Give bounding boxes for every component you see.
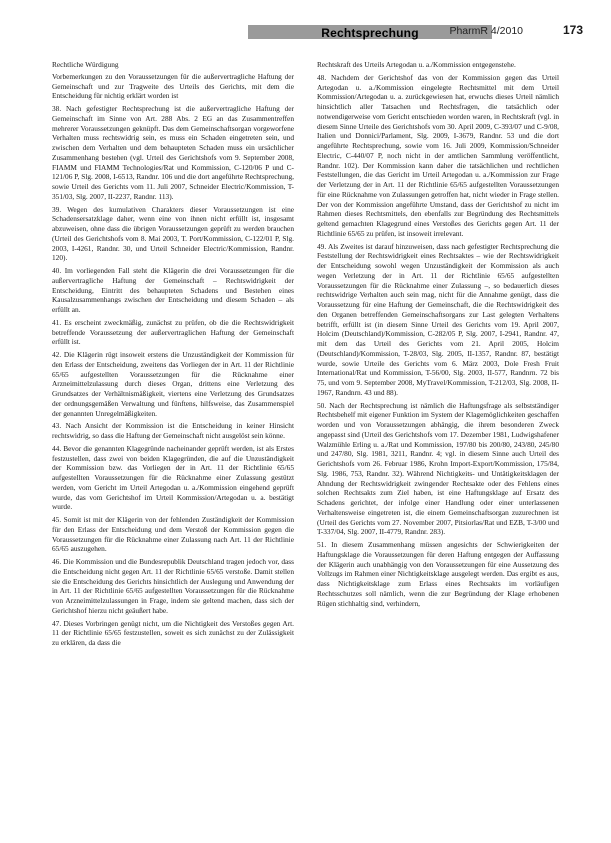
paragraph: 48. Nachdem der Gerichtshof das von der Kommission gegen das Urteil Artegodan u. a./Kommission eingelegte Rechtsmittel mit dem Urteil Kommission/Artegodan u. a. zurückgewiesen hat, erwuchs dieses Urteil nämlich hinsichtlich aller Tatsachen und Rechtsfragen, die tatsächlich oder notwendigerweise vom Gericht entschieden worden waren, in Rechtskraft (vgl. in diesem Sinne Urteile des Gerichtshofs vom 30. April 2009, C-393/07 und C-9/08, Italien und Donnici/Parlament, Slg. 2009, I-3679, Randnr. 53 und die dort angeführte Rechtsprechung, sowie vom 16. Juli 2009, Kommission/Schneider Electric, C-440/07 P, noch nicht in der amtlichen Sammlung veröffentlicht, Randnr. 102). Der Kommission kann daher die tatsächlichen und rechtlichen Feststellungen, die das Gericht im Urteil Artegodan u. a./Kommission zur Frage der Verletzung der in Art. 11 der Richtlinie 65/65 aufgestellten Voraussetzungen für eine Rücknahme von Zulassungen getroffen hat, nicht wieder in Frage stellen. Der von der Kommission angeführte Umstand, dass der Gerichtshof zu nicht im Rahmen dieses Rechtsmittels, den ebenfalls zur Begründung des Rechtsmittels geltend gemachten Klagegrund eines Verstoßes des Gerichts gegen Art. 11 der Richtlinie 65/65 zu prüfen, ist insoweit irrelevant.	[317, 72, 559, 238]
paragraph: 46. Die Kommission und die Bundesrepublik Deutschland tragen jedoch vor, dass die Entscheidung nicht gegen Art. 11 der Richtlinie 65/65 verstoße. Damit stellen sie die Entscheidung des Gerichts hinsichtlich der Auslegung und Anwendung der in Art. 11 der Richtlinie 65/65 aufgestellten Voraussetzungen für die Rücknahme von Arzneimittelzulassungen in Frage, indem sie geltend machen, dass sich der Gerichtshof hierzu nicht geäußert habe.	[52, 557, 294, 615]
paragraph: 43. Nach Ansicht der Kommission ist die Entscheidung in keiner Hinsicht rechtswidrig, so dass die Haftung der Gemeinschaft nicht ausgelöst sein könne.	[52, 421, 294, 440]
page-number: 173	[562, 23, 583, 37]
paragraph: 49. Als Zweites ist darauf hinzuweisen, dass nach gefestigter Rechtsprechung die Feststellung der Rechtswidrigkeit eines Rechtsaktes – wie der Rechtswidrigkeit der Entscheidung sowohl wegen Unzuständigkeit der Kommission als auch wegen Verletzung der in Art. 11 der Richtlinie 65/65 aufgestellten Voraussetzungen für die Rücknahme einer Zulassung –, so bedauerlich dieses rechtswidrige Verhalten auch sein mag, nicht für die Annahme genügt, dass die Voraussetzung für eine Haftung der Gemeinschaft, die die Rechtswidrigkeit des den Organen betreffenden Gemeinschaftsorgans zur Last gelegten Verhaltens betrifft, erfüllt ist (in diesem Sinne Urteil des Gerichts vom 19. April 2007, Holcim (Deutschland)/Kommission, C-282/05 P, Slg. 2007, I-2941, Randnr. 47, mit dem das Urteil des Gerichts vom 21. April 2005, Holcim (Deutschland)/Kommission, T-28/03, Slg. 2005, II-1357, Randnr. 87, bestätigt wurde, sowie Urteile des Gerichts vom 6. März 2003, Dole Fresh Fruit International/Rat und Kommission, T-56/00, Slg. 2003, II-577, Randnrn. 72 bis 75, und vom 9. September 2008, MyTravel/Kommission, T-212/03, Slg. 2008, II-1967, Randnrn. 43 und 88).	[317, 241, 559, 397]
paragraph: 39. Wegen des kumulativen Charakters dieser Voraussetzungen ist eine Schadensersatzklage daher, wenn eine von ihnen nicht erfüllt ist, insgesamt abzuweisen, ohne dass die übrigen Voraussetzungen geprüft zu werden brauchen (Urteil des Gerichtshofs vom 8. Mai 2003, T. Port/Kommission, C-122/01 P, Slg. 2003, I-4261, Randnr. 30, und Urteil Schneider Electric/Kommission, Randnr. 120).	[52, 204, 294, 263]
paragraph: 42. Die Klägerin rügt insoweit erstens die Unzuständigkeit der Kommission für den Erlass der Entscheidung, zweitens das Vorliegen der in Art. 11 der Richtlinie 65/65 aufgestellten Voraussetzungen für die Rücknahme einer Arzneimittelzulassung durch dieses Organ, drittens eine Verletzung des Grundsatzes der Verhältnismäßigkeit, viertens eine Verletzung des Grundsatzes der ordnungsgemäßen Verwaltung und fünftens, hilfsweise, das Zusammenspiel der genannten Unregelmäßigkeiten.	[52, 350, 294, 418]
paragraph: 41. Es erscheint zweckmäßig, zunächst zu prüfen, ob die die Rechtswidrigkeit betreffende Voraussetzung der außervertraglichen Haftung der Gemeinschaft erfüllt ist.	[52, 317, 294, 347]
paragraph: 51. In diesem Zusammenhang müssen angesichts der Schwierigkeiten der Haftungsklage die Voraussetzungen für deren Haftung entgegen der Auffassung der Klägerin auch unabhängig von den Voraussetzungen für eine Aussetzung des Vollzugs im Rahmen einer Nichtigkeitsklage ausgelegt werden. Das ergibt es aus, dass Nichtigkeitsklage zum Erlass eines Rechtsakts im vorläufigen Rechtsschutzes soll nämlich, wenn die zur Begründung der Klage erhobenen Rügen stichhaltig sind, verhindern,	[317, 540, 559, 608]
section-title: Rechtsprechung	[321, 26, 419, 40]
page-header	[52, 18, 583, 44]
paragraph: 50. Nach der Rechtsprechung ist nämlich die Haftungsfrage als selbstständiger Rechtsbehelf mit eigener Funktion im System der Klagemöglichkeiten geschaffen worden und von Voraussetzungen abhängig, die ihrem besonderen Zweck angepasst sind (Urteil des Gerichtshofs vom 17. Dezember 1981, Ludwigshafener Walzmühle Erling u. a./Rat und Kommission, 197/80 bis 200/80, 243/80, 245/80 und 247/80, Slg. 1981, 3211, Randnr. 4; vgl. in diesem Sinne auch Urteil des Gerichtshofs vom 26. Februar 1986, Krohn Import-Export/Kommission, 175/84, Slg. 1986, 753, Randnr. 32). Während Nichtigkeits- und Untätigkeitsklagen der Ahndung der Rechtswidrigkeit zwingender Rechtsakte oder des Fehlens eines solchen Rechtsakts zum Ziel haben, ist eine Haftungsklage auf Ersatz des Schadens gerichtet, der infolge einer Handlung oder einer unterlassenen Verhaltensweise eingetreten ist, die einem Gemeinschaftsorgan zuzurechnen ist (Urteil des Gerichts vom 27. November 2007, Pitsiorlas/Rat und EZB, T-3/00 und T-337/04, Slg. 2007, II-4779, Randnr. 283).	[317, 400, 559, 537]
paragraph: 47. Dieses Vorbringen genügt nicht, um die Nichtigkeit des Verstoßes gegen Art. 11 der Richtlinie 65/65 festzustellen, soweit es sich zunächst zu der Zulässigkeit zu erklären, da dass die	[52, 618, 294, 647]
journal-reference: PharmR 4/2010	[449, 25, 523, 37]
right-text-column	[317, 60, 559, 820]
paragraph: 40. Im vorliegenden Fall steht die Klägerin die drei Voraussetzungen für die außervertragliche Haftung der Gemeinschaft – Rechtswidrigkeit der Entscheidung, Eintritt des behaupteten Schadens und Bestehen eines Kausalzusammenhangs zwischen der Entscheidung und diesem Schaden – als erfüllt an.	[52, 266, 294, 314]
paragraph: 44. Bevor die genannten Klagegründe nacheinander geprüft werden, ist als Erstes festzustellen, dass zwei von beiden Klagegründen, die auf die Unzuständigkeit der Kommission bzw. das Vorliegen der in Art. 11 der Richtlinie 65/65 aufgestellten Voraussetzungen für die Rücknahme einer Zulassung gestützt werden, vom Gericht im Urteil Artegodan u. a./Kommission eingehend geprüft wurde, das vom Gerichtshof im Urteil Kommission/Artegodan u. a. bestätigt wurde.	[52, 443, 294, 512]
paragraph: Rechtskraft des Urteils Artegodan u. a./Kommission entgegenstehe.	[317, 60, 516, 69]
paragraph: Vorbemerkungen zu den Voraussetzungen für die außervertragliche Haftung der Gemeinschaft und zur Tragweite des Urteils des Gerichts, mit dem die Entscheidung für nichtig erklärt worden ist	[52, 71, 294, 101]
left-text-column	[52, 60, 294, 820]
paragraph: 38. Nach gefestigter Rechtsprechung ist die außervertragliche Haftung der Gemeinschaft im Sinne von Art. 288 Abs. 2 EG an das Zusammentreffen mehrerer Voraussetzungen geknüpft. Das dem Gemeinschaftsorgan vorgeworfene Verhalten muss rechtswidrig sein, es muss ein Schaden eingetreten sein, und zwischen dem Verhalten und dem behaupteten Schaden muss ein ursächlicher Zusammenhang bestehen (vgl. Urteil des Gerichtshofs vom 9. September 2008, FIAMM und FIAMM Technologies/Rat und Kommission, C-120/06 P und C-121/06 P, Slg. 2008, I-6513, Randnr. 106 und die dort angeführte Rechtsprechung, sowie Urteil des Gerichts vom 11. Juli 2007, Schneider Electric/Kommission, T-351/03, Slg. 2007, II-2237, Randnr. 113).	[52, 104, 294, 201]
section-subheading: Rechtliche Würdigung	[52, 60, 119, 69]
paragraph: 45. Somit ist mit der Klägerin von der fehlenden Zuständigkeit der Kommission für den Erlass der Entscheidung und dem Verstoß der Kommission gegen die Voraussetzungen für die Rücknahme einer Zulassung nach Art. 11 der Richtlinie 65/65 auszugehen.	[52, 515, 294, 554]
